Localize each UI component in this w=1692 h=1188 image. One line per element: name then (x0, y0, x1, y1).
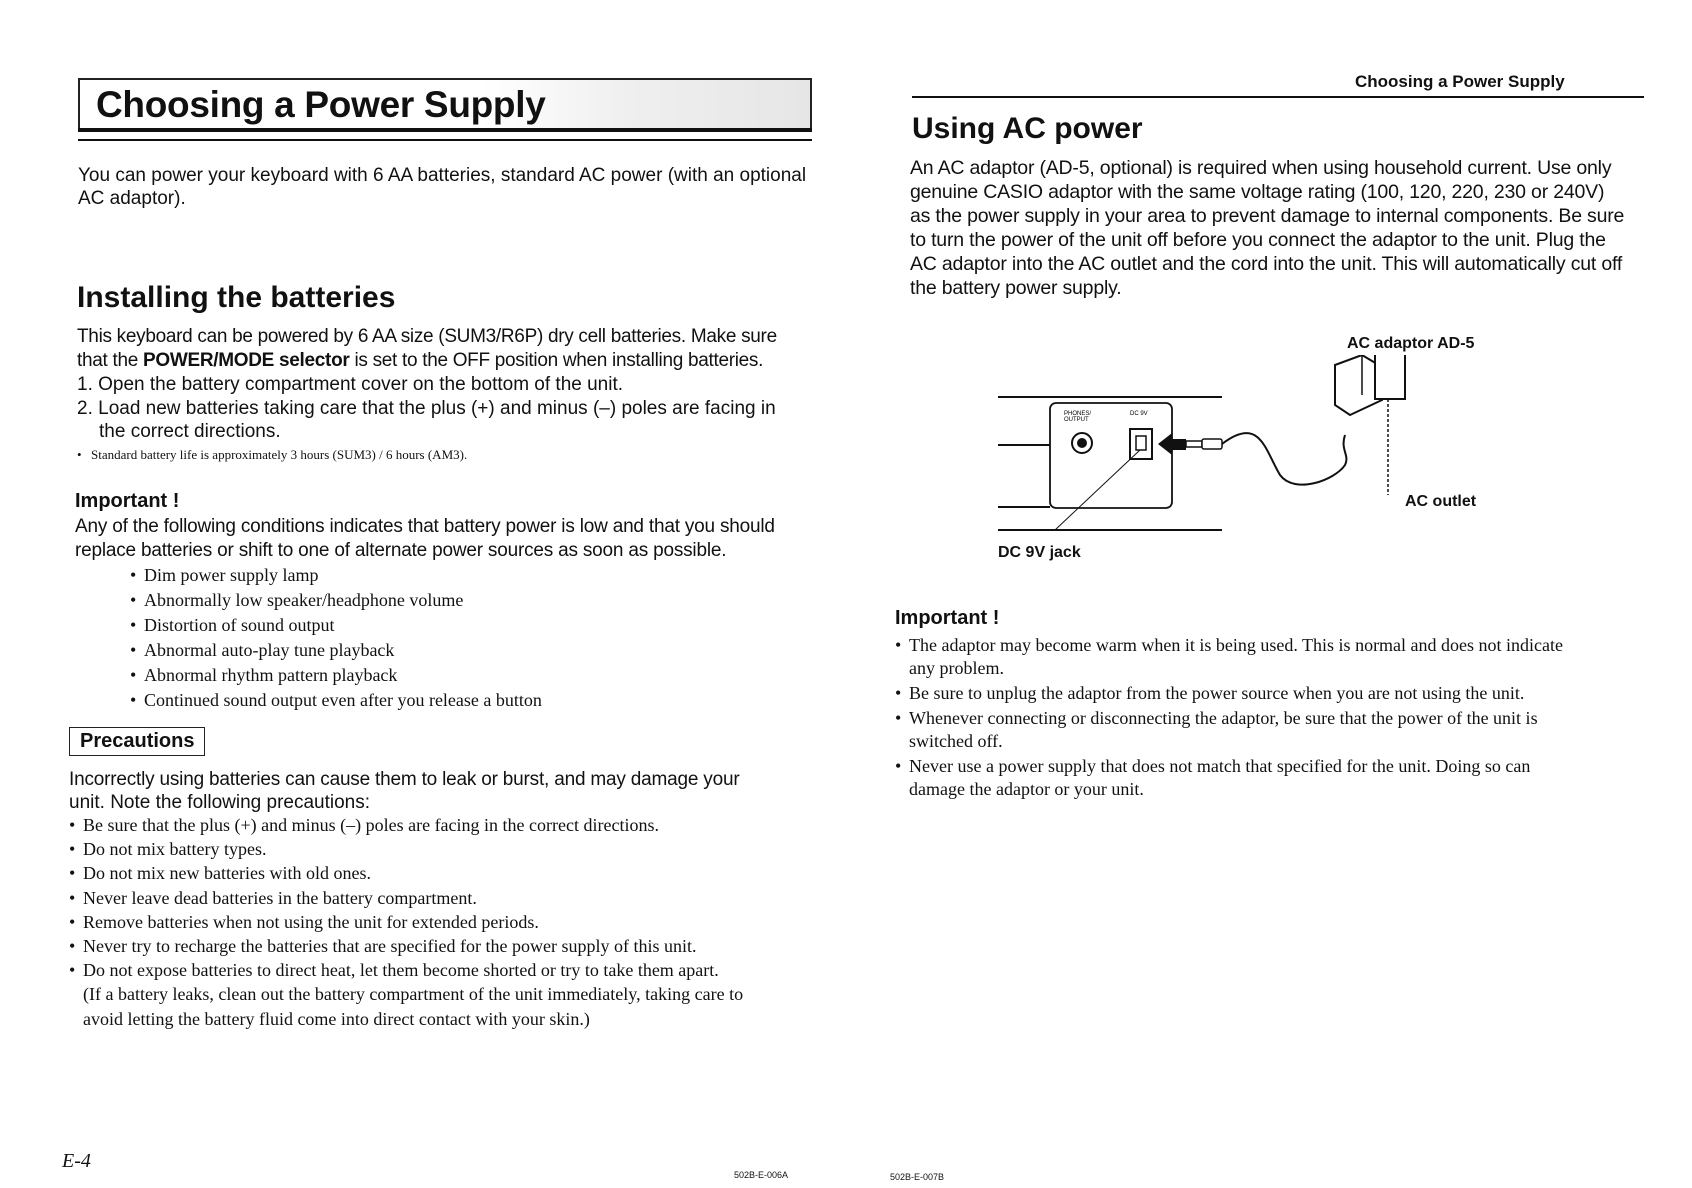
right-important-list (895, 634, 1563, 801)
list-item-text: Distortion of sound output (144, 615, 335, 635)
list-item-text: Never try to recharge the batteries that are specified for the power supply of this unit. (83, 936, 697, 957)
list-item-text: Abnormally low speaker/headphone volume (144, 590, 464, 610)
precautions-heading: Precautions (69, 727, 205, 756)
bullet-icon: • (69, 839, 76, 860)
para-prefix: that the (77, 350, 143, 371)
list-item-text: Be sure that the plus (+) and minus (–) poles are facing in the correct directions. (83, 815, 659, 835)
list-item (130, 613, 542, 638)
list-item-text: Dim power supply lamp (144, 565, 319, 585)
install-step-2-cont: the correct directions. (99, 421, 281, 442)
bullet-icon: • (895, 708, 902, 728)
para-suffix: is set to the OFF position when installing batteries. (349, 350, 764, 371)
list-item-text: Never leave dead batteries in the battery compartment. (83, 887, 477, 908)
right-important-heading: Important ! (895, 607, 1000, 629)
bullet-icon: • (130, 640, 137, 660)
note-text: Standard battery life is approximately 3 hours (SUM3) / 6 hours (AM3). (91, 447, 468, 462)
bullet-icon: • (895, 683, 902, 703)
output-label: OUTPUT (1064, 417, 1089, 423)
install-step-1: 1. Open the battery compartment cover on the bottom of the unit. (77, 374, 624, 395)
list-item (130, 688, 542, 713)
bullet-icon: • (69, 887, 76, 908)
bullet-icon: • (895, 635, 902, 655)
list-item-line (895, 707, 1563, 730)
dc-label: DC 9V (1130, 411, 1148, 417)
bullet-icon: • (130, 615, 137, 635)
precautions-para-line-2: unit. Note the following precautions: (69, 792, 371, 813)
list-item-line (895, 682, 1563, 705)
list-item (69, 886, 743, 910)
bullet-icon: • (77, 447, 82, 462)
low-battery-list (130, 563, 542, 713)
intro-paragraph: You can power your keyboard with 6 AA batteries, standard AC power (with an optional AC adaptor). (78, 165, 807, 209)
ac-power-heading: Using AC power (912, 112, 1143, 145)
paragraph-line: AC adaptor into the AC outlet and the cord into the unit. This will automatically cut off (910, 253, 1623, 275)
ac-adaptor-label: AC adaptor AD-5 (1347, 335, 1475, 352)
bullet-icon: • (130, 690, 137, 710)
header-rule (912, 96, 1644, 98)
list-item (69, 837, 743, 861)
dc-jack-label: DC 9V jack (998, 544, 1081, 561)
list-item (130, 588, 542, 613)
installing-para-line-1: This keyboard can be powered by 6 AA size (SUM3/R6P) dry cell batteries. Make sure (77, 326, 777, 347)
list-item-text: Abnormal rhythm pattern playback (144, 665, 398, 685)
page-number-left: E-4 (62, 1150, 91, 1172)
ac-outlet-icon (1375, 355, 1405, 399)
paragraph-line: the battery power supply. (910, 277, 1122, 299)
adaptor-cord (1222, 433, 1346, 485)
list-item-line (895, 634, 1563, 657)
list-item-text: any problem. (909, 658, 1004, 678)
list-item-text: Remove batteries when not using the unit for extended periods. (83, 911, 539, 932)
precautions-list (69, 813, 743, 1031)
list-item (69, 910, 743, 934)
ac-outlet-label: AC outlet (1405, 493, 1477, 510)
install-step-2: 2. Load new batteries taking care that the plus (+) and minus (–) poles are facing in (77, 398, 776, 419)
installing-para-line-2 (77, 349, 763, 372)
bullet-icon: • (69, 911, 76, 932)
list-item (69, 861, 743, 885)
list-item-text: Abnormal auto-play tune playback (144, 640, 395, 660)
doc-code-right: 502B-E-007B (890, 1172, 945, 1182)
list-item-text: Continued sound output even after you release a button (144, 690, 542, 710)
precautions-para-line-1: Incorrectly using batteries can cause them to leak or burst, and may damage your (69, 769, 740, 790)
list-item-line (895, 755, 1563, 778)
battery-life-note (77, 447, 467, 463)
ac-power-paragraph (910, 156, 1624, 300)
paragraph-line: to turn the power of the unit off before you connect the adaptor to the unit. Plug the (910, 229, 1606, 251)
bullet-icon: • (69, 863, 76, 884)
list-item-text: The adaptor may become warm when it is being used. This is normal and does not indicate (909, 635, 1564, 655)
power-mode-selector-label: POWER/MODE selector (142, 350, 350, 371)
list-item (895, 755, 1563, 801)
title-banner (78, 78, 812, 130)
phones-jack-center (1077, 438, 1087, 448)
list-item-cont: avoid letting the battery fluid come into direct contact with your skin.) (83, 1008, 590, 1029)
list-item (895, 682, 1563, 705)
important-para-line-2: replace batteries or shift to one of alternate power sources as soon as possible. (75, 540, 727, 561)
list-item (69, 958, 743, 982)
bullet-icon: • (69, 936, 76, 957)
bullet-icon: • (69, 815, 76, 835)
doc-code-left: 502B-E-006A (734, 1170, 789, 1180)
bullet-icon: • (130, 590, 137, 610)
bullet-icon: • (69, 960, 76, 981)
list-item (130, 563, 542, 588)
running-header: Choosing a Power Supply (1355, 72, 1565, 91)
dc-plug-icon (1186, 441, 1202, 447)
list-item (130, 638, 542, 663)
list-item-text: damage the adaptor or your unit. (909, 779, 1144, 799)
important-heading: Important ! (75, 490, 180, 512)
title-rule (78, 128, 812, 132)
important-para-line-1: Any of the following conditions indicates that battery power is low and that you should (75, 516, 775, 537)
page-title: Choosing a Power Supply (96, 84, 546, 125)
phones-label: PHONES/ (1064, 411, 1092, 417)
list-item-text: switched off. (909, 731, 1003, 751)
paragraph-line: as the power supply in your area to prevent damage to internal components. Be sure (910, 205, 1625, 227)
list-item-text: Do not mix battery types. (83, 839, 267, 860)
list-item-text: Do not mix new batteries with old ones. (83, 863, 371, 884)
list-item-cont: (If a battery leaks, clean out the battery compartment of the unit immediately, taking care to (83, 984, 744, 1005)
bullet-icon: • (895, 756, 902, 776)
list-item (895, 707, 1563, 753)
list-item-text: Do not expose batteries to direct heat, let them become shorted or try to take them apart. (83, 960, 719, 981)
installing-heading: Installing the batteries (77, 281, 396, 314)
paragraph-line: genuine CASIO adaptor with the same voltage rating (100, 120, 220, 230 or 240V) (910, 181, 1605, 203)
ac-adaptor-diagram (990, 355, 1490, 550)
list-item (130, 663, 542, 688)
list-item (69, 813, 743, 837)
bullet-icon: • (130, 565, 137, 585)
title-rule-thin (78, 139, 812, 141)
list-item (895, 634, 1563, 680)
list-item-text: Never use a power supply that does not match that specified for the unit. Doing so can (909, 756, 1531, 776)
list-item-text: Be sure to unplug the adaptor from the power source when you are not using the unit. (909, 683, 1525, 703)
list-item (69, 934, 743, 958)
bullet-icon: • (130, 665, 137, 685)
paragraph-line: An AC adaptor (AD-5, optional) is required when using household current. Use only (910, 157, 1612, 179)
list-item-text: Whenever connecting or disconnecting the adaptor, be sure that the power of the unit is (909, 708, 1538, 728)
